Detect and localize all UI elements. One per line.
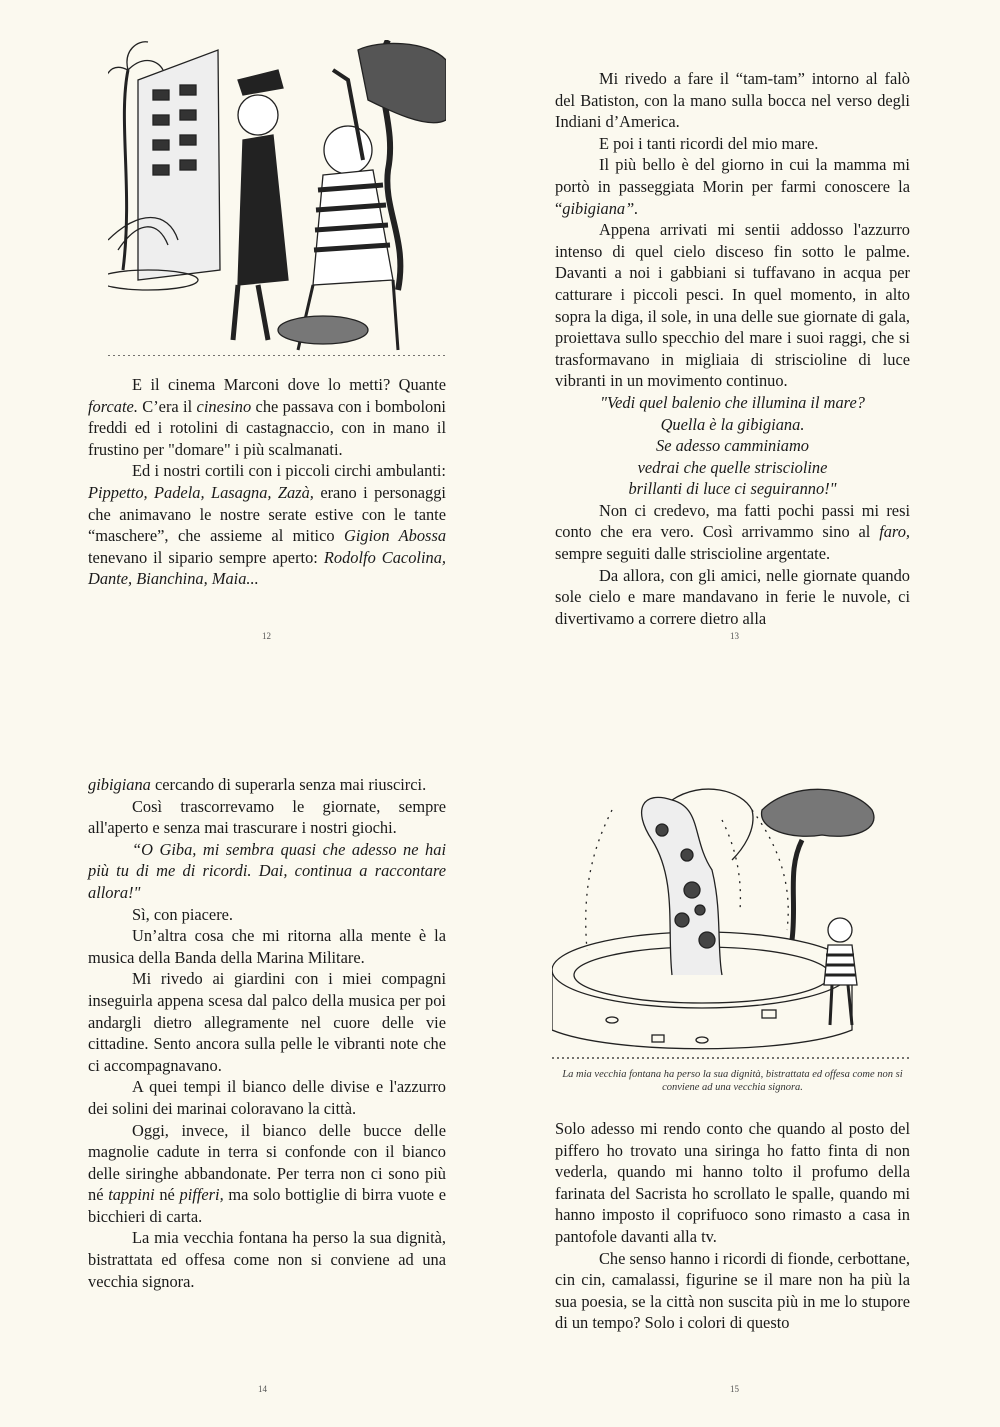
page-number-15: 15 [730, 1384, 739, 1394]
cartoon-fountain-illustration [552, 770, 910, 1060]
paragraph: Oggi, invece, il bianco delle bucce delle magnolie cadute in terra si confonde con il bianco delle siringhe abbandonate. Per terra non ci sono più né tappini né pifferi, ma solo bottiglie di birra vuote e bicchieri di carta. [88, 1120, 446, 1226]
paragraph: La mia vecchia fontana ha perso la sua dignità, bistrattata ed offesa come non si conviene ad una vecchia signora. [88, 1228, 446, 1291]
page-14-text [88, 774, 446, 1292]
page-13-paragraphs-after [555, 500, 910, 630]
paragraph: Non ci credevo, ma fatti pochi passi mi resi conto che era vero. Così arrivammo sino al faro, sempre seguiti dalle striscioline argentate. [555, 500, 910, 564]
poem-line: "Vedi quel balenio che illumina il mare? [600, 392, 865, 412]
paragraph: A quei tempi il bianco delle divise e l'azzurro dei solini dei marinai coloravano la città. [88, 1077, 446, 1118]
paragraph: Così trascorrevamo le giornate, sempre all'aperto e senza mai trascurare i nostri giochi. [88, 796, 446, 838]
page-15-paragraphs [555, 1118, 910, 1334]
page-number-14: 14 [258, 1384, 267, 1394]
poem-line: brillanti di luce ci seguiranno!" [628, 479, 837, 499]
paragraph: Da allora, con gli amici, nelle giornate quando sole cielo e mare mandavano in ferie le nuvole, ci divertivamo a correre dietro alla [555, 565, 910, 628]
page-13-text [555, 68, 910, 629]
page-number-13: 13 [730, 631, 739, 641]
paragraph: Che senso hanno i ricordi di fionde, cerbottane, cin cin, camalassi, figurine se il mare non ha più la sua poesia, se la città non suscita più in me lo stupore di un tempo? Solo i colori di questo [555, 1248, 910, 1333]
paragraph: Mi rivedo a fare il “tam-tam” intorno al falò del Batiston, con la mano sulla bocca nel verso degli Indiani d’America. [555, 69, 910, 132]
paragraph: gibigiana cercando di superarla senza mai riuscirci. [88, 775, 427, 794]
paragraph: E poi i tanti ricordi del mio mare. [599, 133, 819, 153]
page-14-paragraphs [88, 774, 446, 1292]
poem-line: Quella è la gibigiana. [660, 414, 805, 434]
page-15-text [555, 1118, 910, 1334]
paragraph: Mi rivedo ai giardini con i miei compagni inseguirla appena scesa dal palco della musica per poi andargli dietro allegramente nel cuore delle vie cittadine. Sento ancora sulla pelle le vibranti note che ci accompagnavano. [88, 969, 446, 1075]
poem-line: vedrai che quelle striscioline [637, 457, 828, 477]
gibigiana-poem [555, 392, 910, 500]
paragraph: Il più bello è del giorno in cui la mamma mi portò in passeggiata Morin per farmi conoscere la “gibigiana”. [555, 155, 910, 218]
cartoon-policeman-illustration [108, 40, 446, 356]
paragraph: Solo adesso mi rendo conto che quando al posto del piffero ho trovato una siringa ho fatto finta di non vederla, quando mi hanno tolto il profumo della farinata del Sacrista ho scrollato le spalle, quando mi hanno imposto il coprifuoco sono rimasto a casa in pantofole davanti alla tv. [555, 1119, 910, 1246]
paragraph: Ed i nostri cortili con i piccoli circhi ambulanti: Pippetto, Padela, Lasagna, Zazà, erano i personaggi che animavano le nostre serate estive con le tante “maschere”, che assieme al mitico Gigion Abossa tenevano il sipario sempre aperto: Rodolfo Cacolina, Dante, Bianchina, Maia... [88, 461, 447, 589]
paragraph: E il cinema Marconi dove lo metti? Quante forcate. C’era il cinesino che passava con i bomboloni freddi ed i rotolini di castagnaccio, con in mano il frustino per "domare" i più scalmanati. [88, 375, 446, 459]
page-12-paragraphs [88, 374, 446, 590]
paragraph: “O Giba, mi sembra quasi che adesso ne hai più tu di me di ricordi. Dai, continua a raccontare allora!" [88, 839, 446, 902]
fountain-caption: La mia vecchia fontana ha perso la sua dignità, bistrattata ed offesa come non si conviene ad una vecchia signora. [562, 1069, 903, 1093]
paragraph: Sì, con piacere. [132, 904, 234, 924]
page-12-text [88, 374, 446, 590]
page-number-12: 12 [262, 631, 271, 641]
paragraph: Un’altra cosa che mi ritorna alla mente è la musica della Banda della Marina Militare. [88, 926, 446, 967]
page-13-paragraphs-before [555, 68, 910, 392]
paragraph: Appena arrivati mi sentii addosso l'azzurro intenso di quel cielo disceso fin sotto le palme. Davanti a noi i gabbiani si tuffavano in acqua per catturare i piccoli pesci. In quel momento, in alto sopra la diga, il sole, in una delle sue giornate di gala, proiettava sullo specchio del mare i suoi raggi, che si trasformavano in migliaia di striscioline di luce vibranti in un movimento continuo. [555, 220, 910, 391]
poem-line: Se adesso camminiamo [656, 436, 809, 456]
